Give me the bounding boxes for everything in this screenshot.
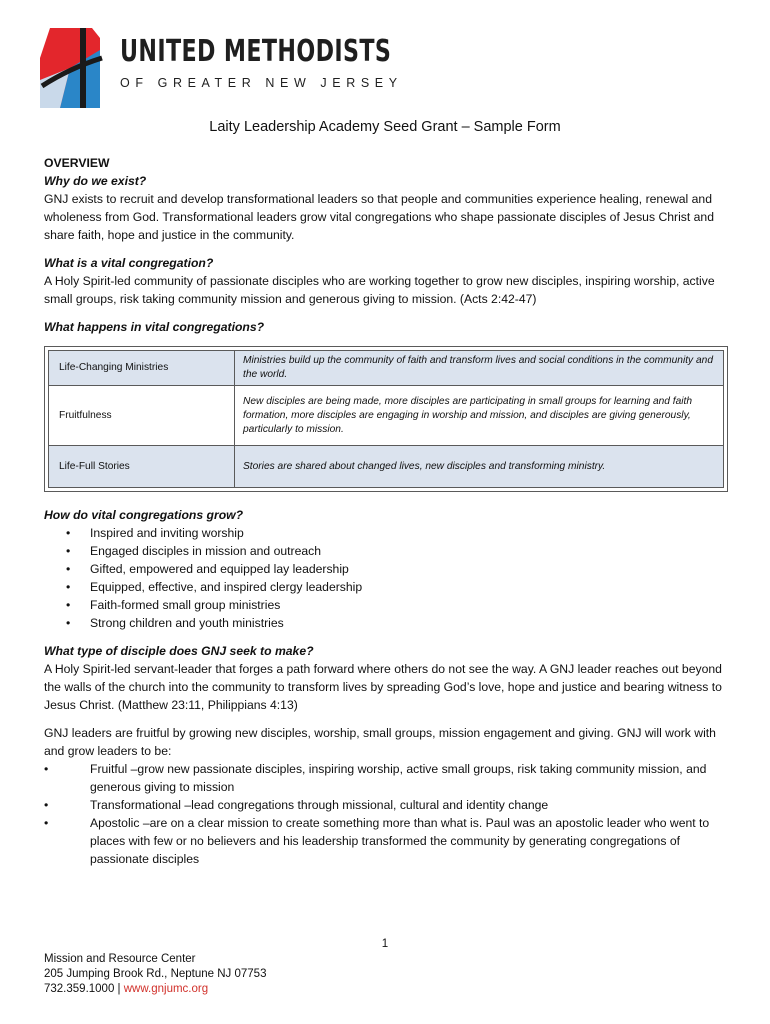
paragraph-disciple: A Holy Spirit-led servant-leader that forges a path forward where others do not see the way. A GNJ leader reaches out beyond the walls of the church into the community to transform lives by spreading God’s love, hope and justice and bearing witness to Jesus Christ. (Matthew 23:11, Philippians 4:13) (44, 662, 722, 712)
table-cell-label: Life-Full Stories (49, 446, 235, 488)
list-item: • Apostolic –are on a clear mission to create something more than what is. Paul was an apostolic leader who went to places with few or no believers and his leadership transformed the community by generating congregations of passionate disciples (44, 816, 710, 866)
list-item: • Engaged disciples in mission and outreach (66, 544, 322, 558)
grow-list (44, 524, 728, 632)
footer-contact (44, 982, 266, 997)
question-how-grow: How do vital congregations grow? (44, 508, 244, 522)
bullet-icon: • (66, 616, 71, 630)
footer-separator: | (114, 983, 124, 995)
question-why-exist: Why do we exist? (44, 174, 147, 188)
list-item: • Inspired and inviting worship (66, 526, 244, 540)
page-number: 1 (381, 938, 389, 950)
list-item: • Strong children and youth ministries (66, 616, 284, 630)
logo-name: UNITED METHODISTS (120, 34, 392, 69)
question-vital-congregation: What is a vital congregation? (44, 256, 214, 270)
list-item: • Transformational –lead congregations through missional, cultural and identity change (44, 798, 549, 812)
logo (40, 28, 403, 108)
list-item: • Fruitful –grow new passionate disciples, inspiring worship, active small groups, risk taking community mission, and generous giving to mission (44, 762, 707, 794)
logo-subtitle: OF GREATER NEW JERSEY (120, 76, 403, 90)
paragraph-vital-congregation: A Holy Spirit-led community of passionate disciples who are working together to grow new disciples, inspiring worship, active small groups, risk taking community mission and generous giving to mission. (Acts 2:42-47) (44, 274, 715, 306)
bullet-icon: • (66, 598, 71, 612)
table-cell-label: Fruitfulness (49, 386, 235, 446)
footer-org: Mission and Resource Center (44, 953, 196, 965)
page-title: Laity Leadership Academy Seed Grant – Sample Form (209, 119, 561, 135)
footer (44, 952, 266, 997)
united-methodist-cross-flame-icon (40, 28, 104, 108)
leader-list (44, 760, 728, 868)
table-row (49, 386, 724, 446)
bullet-icon: • (44, 762, 49, 776)
list-item: • Equipped, effective, and inspired clergy leadership (66, 580, 363, 594)
table-cell-text: Stories are shared about changed lives, new disciples and transforming ministry. (235, 446, 724, 488)
document-body (44, 154, 728, 868)
overview-heading: OVERVIEW (44, 156, 110, 170)
vital-congregation-table (44, 346, 728, 492)
paragraph-why-exist: GNJ exists to recruit and develop transformational leaders so that people and communities experience healing, renewal and wholeness from God. Transformational leaders grow vital congregations who shape passionate disciples of Jesus Christ and share faith, hope and justice in the community. (44, 192, 714, 242)
bullet-icon: • (66, 580, 71, 594)
bullet-icon: • (66, 526, 71, 540)
table-cell-text: Ministries build up the community of faith and transform lives and social conditions in the community and the world. (235, 351, 724, 386)
footer-phone: 732.359.1000 (44, 983, 115, 995)
list-item: • Gifted, empowered and equipped lay leadership (66, 562, 349, 576)
table-row (49, 446, 724, 488)
bullet-icon: • (66, 562, 71, 576)
question-disciple-type: What type of disciple does GNJ seek to make? (44, 644, 314, 658)
list-item: • Faith-formed small group ministries (66, 598, 281, 612)
question-what-happens: What happens in vital congregations? (44, 320, 265, 334)
paragraph-leaders: GNJ leaders are fruitful by growing new disciples, worship, small groups, mission engagement and giving. GNJ will work with and grow leaders to be: (44, 726, 716, 758)
table-row (49, 351, 724, 386)
footer-website-link[interactable]: www.gnjumc.org (123, 983, 209, 995)
bullet-icon: • (44, 798, 49, 812)
table-cell-text: New disciples are being made, more disciples are participating in small groups for learning and faith formation, more disciples are engaging in worship and mission, and disciples are giving generously, particularly to mission. (235, 386, 724, 446)
bullet-icon: • (66, 544, 71, 558)
bullet-icon: • (44, 816, 49, 830)
table-cell-label: Life-Changing Ministries (49, 351, 235, 386)
footer-address: 205 Jumping Brook Rd., Neptune NJ 07753 (44, 968, 267, 980)
